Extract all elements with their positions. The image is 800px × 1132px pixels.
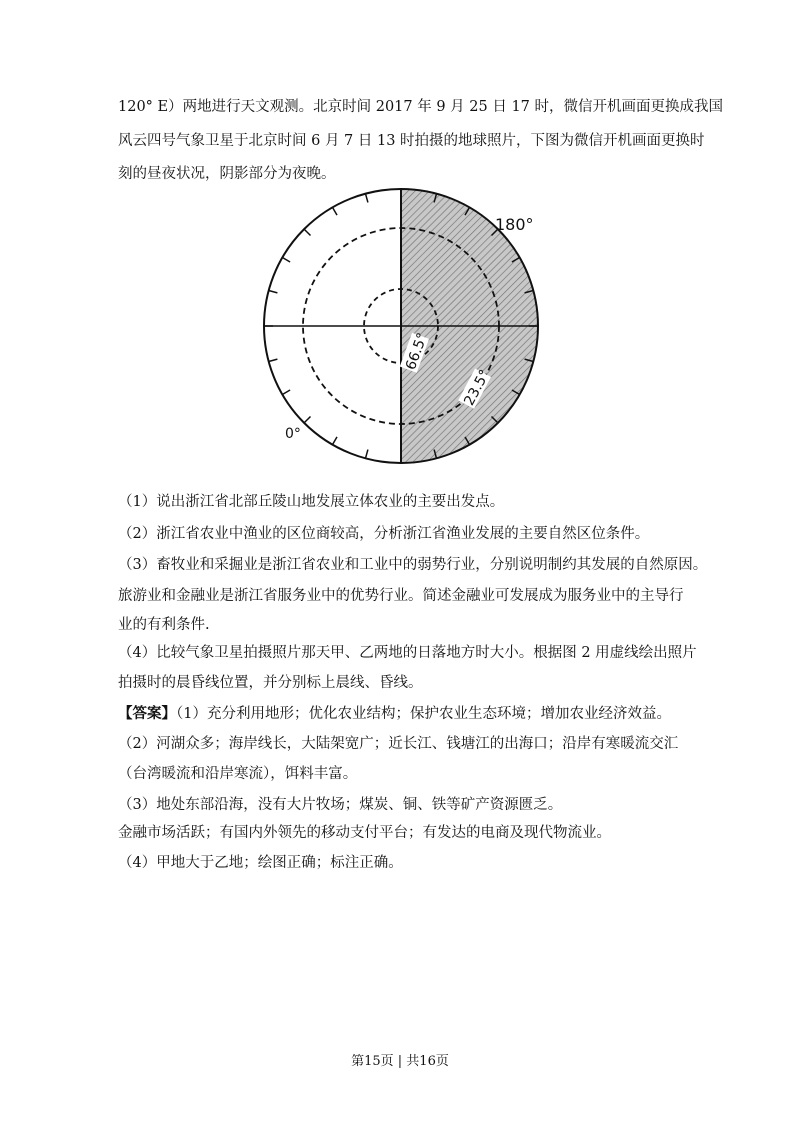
question-3a: （3）畜牧业和采掘业是浙江省农业和工业中的弱势行业，分别说明制约其发展的自然原因。 (118, 557, 708, 573)
intro-line-1: 120° E）两地进行天文观测。北京时间 2017 年 9 月 25 日 17 时，微信开机画面更换成我国 (118, 99, 724, 115)
page-footer: 第15页 | 共16页 (351, 1054, 449, 1069)
tick-mark (366, 194, 368, 203)
label-23-5: 23.5° (461, 367, 494, 409)
label-66-5: 66.5° (402, 330, 432, 373)
tick-mark (333, 207, 338, 215)
question-2: （2）浙江省农业中渔业的区位商较高，分析浙江省渔业发展的主要自然区位条件。 (118, 526, 650, 542)
tick-mark (269, 359, 278, 361)
tick-mark (282, 258, 290, 263)
label-180: 180° (495, 215, 534, 234)
question-3c: 业的有利条件. (118, 617, 210, 633)
question-4a: （4）比较气象卫星拍摄照片那天甲、乙两地的日落地方时大小。根据图 2 用虚线绘出照片 (118, 645, 697, 661)
question-3b: 旅游业和金融业是浙江省服务业中的优势行业。简述金融业可发展成为服务业中的主导行 (118, 588, 684, 604)
answer-tag: 【答案】 (118, 705, 176, 722)
question-1: （1）说出浙江省北部丘陵山地发展立体农业的主要出发点。 (118, 494, 505, 510)
answer-2b: （台湾暖流和沿岸寒流），饵料丰富。 (118, 766, 358, 782)
day-night-polar-diagram (255, 188, 545, 468)
tick-mark (304, 417, 310, 423)
tick-mark (282, 390, 290, 395)
answer-1: （1）充分利用地形；优化农业结构；保护农业生态环境；增加农业经济效益。 (176, 706, 671, 722)
answer-3b: 金融市场活跃；有国内外领先的移动支付平台；有发达的电商及现代物流业。 (118, 825, 611, 841)
tick-mark (269, 291, 278, 293)
intro-line-2: 风云四号气象卫星于北京时间 6 月 7 日 13 时拍摄的地球照片，下图为微信开机画面更换时 (118, 133, 705, 149)
question-4b: 拍摄时的晨昏线位置，并分别标上晨线、昏线。 (118, 675, 423, 691)
answer-2a: （2）河湖众多；海岸线长，大陆架宽广；近长江、钱塘江的出海口；沿岸有寒暖流交汇 (118, 736, 679, 752)
tick-mark (304, 229, 310, 235)
answer-line-1 (118, 704, 671, 724)
answer-4: （4）甲地大于乙地；绘图正确；标注正确。 (118, 855, 403, 871)
label-0: 0° (285, 426, 301, 442)
tick-mark (333, 437, 338, 445)
answer-3a: （3）地处东部沿海，没有大片牧场；煤炭、铜、铁等矿产资源匮乏。 (118, 797, 563, 813)
intro-line-3: 刻的昼夜状况，阴影部分为夜晚。 (118, 166, 336, 182)
tick-mark (366, 450, 368, 459)
